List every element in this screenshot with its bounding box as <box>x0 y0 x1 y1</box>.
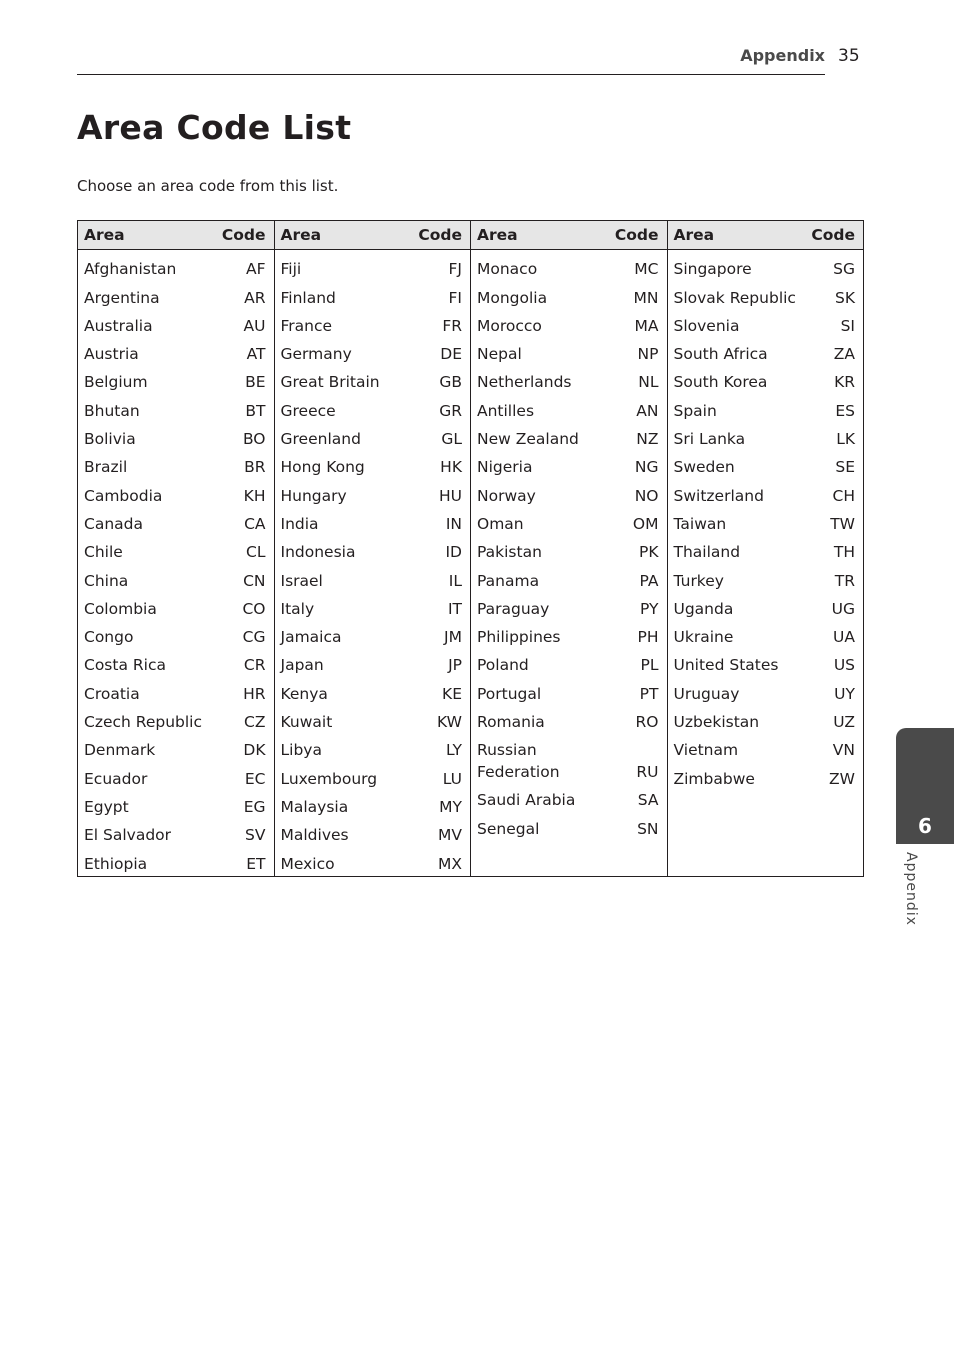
area-code: HK <box>440 458 462 477</box>
chapter-label: Appendix <box>903 852 919 926</box>
area-name: Pakistan <box>477 543 542 562</box>
table-row <box>275 818 471 846</box>
area-name: Austria <box>84 345 139 364</box>
area-code: BO <box>242 430 266 449</box>
table-row <box>668 648 864 676</box>
table-row <box>668 422 864 450</box>
area-code: PH <box>637 628 659 647</box>
page-title: Area Code List <box>77 108 352 147</box>
area-name: China <box>84 571 129 590</box>
area-code: RU <box>636 763 659 782</box>
area-code: UG <box>831 599 855 618</box>
area-code: ZW <box>829 769 855 788</box>
table-column <box>470 221 667 876</box>
table-row <box>275 592 471 620</box>
area-name: Mexico <box>280 854 335 873</box>
table-row <box>668 478 864 506</box>
table-header-row <box>668 221 864 250</box>
area-code: CN <box>243 571 266 590</box>
table-row <box>471 450 667 478</box>
area-column-header: Area <box>280 226 322 244</box>
area-code: SG <box>833 260 855 279</box>
area-name: Vietnam <box>673 741 739 760</box>
table-row <box>275 563 471 591</box>
chapter-tab <box>896 728 954 844</box>
area-name: Switzerland <box>673 486 764 505</box>
table-row <box>471 705 667 733</box>
area-code: MV <box>438 826 462 845</box>
area-name: United States <box>673 656 779 675</box>
table-row <box>275 733 471 761</box>
area-name: Canada <box>84 514 143 533</box>
header-section-title: Appendix <box>740 46 825 65</box>
table-row <box>78 280 274 308</box>
area-code: LY <box>445 741 462 760</box>
page-number: 35 <box>838 46 860 66</box>
area-name: Great Britain <box>280 373 380 392</box>
area-code: DE <box>440 345 462 364</box>
area-code: CA <box>244 514 266 533</box>
area-name: Spain <box>673 401 717 420</box>
area-code: GB <box>439 373 462 392</box>
area-name: Slovenia <box>673 316 740 335</box>
table-column <box>667 221 864 876</box>
table-row <box>78 846 274 874</box>
area-code: CZ <box>244 713 266 732</box>
area-name: Finland <box>280 288 336 307</box>
table-row <box>668 337 864 365</box>
area-name: Kenya <box>280 684 328 703</box>
table-row <box>78 648 274 676</box>
table-row <box>78 818 274 846</box>
table-row <box>471 535 667 563</box>
area-code: HR <box>243 684 266 703</box>
area-code: TH <box>833 543 855 562</box>
table-row <box>275 648 471 676</box>
area-name: Philippines <box>477 628 561 647</box>
table-row <box>471 478 667 506</box>
area-code: DK <box>243 741 266 760</box>
code-column-header: Code <box>614 226 659 244</box>
area-code: FR <box>442 316 462 335</box>
area-name: France <box>280 316 333 335</box>
area-name: Afghanistan <box>84 260 177 279</box>
table-row <box>668 620 864 648</box>
area-name: El Salvador <box>84 826 172 845</box>
table-row <box>668 393 864 421</box>
area-name: Greece <box>280 401 336 420</box>
table-row <box>668 507 864 535</box>
area-name: Kuwait <box>280 713 333 732</box>
area-name: Romania <box>477 713 545 732</box>
table-row <box>471 783 667 811</box>
table-row <box>275 365 471 393</box>
area-code: FI <box>448 288 462 307</box>
table-row <box>668 535 864 563</box>
area-name: Japan <box>280 656 324 675</box>
table-row <box>471 252 667 280</box>
table-row <box>471 337 667 365</box>
table-row <box>471 620 667 648</box>
table-header-row <box>471 221 667 250</box>
area-code: ZA <box>833 345 855 364</box>
table-row <box>275 676 471 704</box>
area-name: India <box>280 514 319 533</box>
table-row <box>78 790 274 818</box>
area-name: Poland <box>477 656 529 675</box>
table-row <box>471 676 667 704</box>
table-row <box>78 422 274 450</box>
area-name: Oman <box>477 514 524 533</box>
area-code: JM <box>444 628 462 647</box>
area-code: BE <box>245 373 266 392</box>
area-name: Chile <box>84 543 123 562</box>
area-code: AN <box>636 401 659 420</box>
table-header-row <box>275 221 471 250</box>
table-row <box>668 252 864 280</box>
area-name: Malaysia <box>280 797 349 816</box>
area-code: IN <box>445 514 462 533</box>
area-name: Hong Kong <box>280 458 365 477</box>
table-row <box>78 676 274 704</box>
area-name: Libya <box>280 741 322 760</box>
area-name: Taiwan <box>673 514 727 533</box>
area-code: IL <box>448 571 462 590</box>
area-code: NP <box>637 345 659 364</box>
table-row <box>471 507 667 535</box>
table-row <box>78 507 274 535</box>
table-row <box>78 705 274 733</box>
area-column-header: Area <box>84 226 125 244</box>
area-name: Morocco <box>477 316 542 335</box>
area-name: Ukraine <box>673 628 734 647</box>
area-code: AF <box>245 260 266 279</box>
area-code: EC <box>244 769 266 788</box>
area-name: Bhutan <box>84 401 140 420</box>
area-code: BT <box>245 401 266 420</box>
area-name: South Korea <box>673 373 768 392</box>
table-row <box>275 507 471 535</box>
area-name: Thailand <box>673 543 741 562</box>
area-code: UA <box>833 628 855 647</box>
table-row <box>78 733 274 761</box>
area-name: Sweden <box>673 458 735 477</box>
table-row <box>668 365 864 393</box>
area-code: LU <box>442 769 462 788</box>
area-name: Turkey <box>673 571 724 590</box>
table-row <box>668 450 864 478</box>
code-column-header: Code <box>418 226 462 244</box>
table-row <box>275 620 471 648</box>
area-code: CH <box>832 486 855 505</box>
table-row <box>668 592 864 620</box>
area-name: Brazil <box>84 458 128 477</box>
area-name: Croatia <box>84 684 140 703</box>
area-name: Maldives <box>280 826 349 845</box>
table-row <box>78 337 274 365</box>
code-column-header: Code <box>811 226 855 244</box>
area-code: PY <box>640 599 659 618</box>
area-code: TW <box>830 514 855 533</box>
table-row <box>78 620 274 648</box>
table-row <box>275 450 471 478</box>
area-code: FJ <box>448 260 462 279</box>
table-row <box>668 676 864 704</box>
area-name: Egypt <box>84 797 129 816</box>
area-code: AR <box>244 288 266 307</box>
area-code: SA <box>637 791 659 810</box>
area-name: Paraguay <box>477 599 550 618</box>
table-row <box>471 280 667 308</box>
area-code: SN <box>637 819 659 838</box>
area-name: Congo <box>84 628 134 647</box>
code-column-header: Code <box>221 226 266 244</box>
area-name: Slovak Republic <box>673 288 796 307</box>
table-row <box>471 309 667 337</box>
area-name: Saudi Arabia <box>477 791 576 810</box>
area-name: Cambodia <box>84 486 163 505</box>
area-name: Panama <box>477 571 540 590</box>
area-name: Sri Lanka <box>673 430 746 449</box>
table-row <box>78 592 274 620</box>
table-row <box>668 563 864 591</box>
table-row <box>78 535 274 563</box>
area-name: Uganda <box>673 599 734 618</box>
table-row <box>668 733 864 761</box>
area-name: Denmark <box>84 741 156 760</box>
area-name: Ethiopia <box>84 854 148 873</box>
area-name: Fiji <box>280 260 302 279</box>
area-code: AU <box>243 316 266 335</box>
area-code: MN <box>633 288 659 307</box>
table-row <box>668 705 864 733</box>
table-column <box>78 221 274 876</box>
table-row <box>275 790 471 818</box>
area-name: Nigeria <box>477 458 533 477</box>
area-code: GL <box>441 430 462 449</box>
table-row <box>275 422 471 450</box>
area-code: BR <box>244 458 266 477</box>
area-code: US <box>833 656 855 675</box>
area-name: Nepal <box>477 345 522 364</box>
table-row <box>78 450 274 478</box>
area-code: UZ <box>833 713 855 732</box>
header-rule <box>77 74 825 75</box>
area-code: CL <box>246 543 266 562</box>
table-row <box>471 648 667 676</box>
area-code: UY <box>834 684 855 703</box>
area-code: EG <box>243 797 266 816</box>
table-row <box>78 252 274 280</box>
area-code: NL <box>638 373 659 392</box>
area-code: PL <box>640 656 659 675</box>
area-name: Italy <box>280 599 315 618</box>
area-name: Bolivia <box>84 430 136 449</box>
area-code: SK <box>834 288 855 307</box>
table-row <box>275 535 471 563</box>
area-code: MY <box>439 797 462 816</box>
table-row <box>275 846 471 874</box>
area-code: IT <box>447 599 462 618</box>
area-name: Jamaica <box>280 628 342 647</box>
area-code: CG <box>242 628 266 647</box>
area-name: Costa Rica <box>84 656 166 675</box>
area-code: KW <box>437 713 462 732</box>
area-code: MC <box>634 260 659 279</box>
area-code: KR <box>834 373 855 392</box>
area-name: Senegal <box>477 819 540 838</box>
area-code: VN <box>832 741 855 760</box>
table-row <box>275 705 471 733</box>
table-row <box>78 761 274 789</box>
table-row <box>668 761 864 789</box>
area-name: Hungary <box>280 486 347 505</box>
area-code: LK <box>836 430 855 449</box>
area-name: Netherlands <box>477 373 572 392</box>
table-row <box>78 365 274 393</box>
table-row <box>668 280 864 308</box>
table-row <box>471 422 667 450</box>
area-code: PK <box>638 543 659 562</box>
table-row <box>78 309 274 337</box>
table-column <box>274 221 471 876</box>
area-name: Zimbabwe <box>673 769 755 788</box>
area-code: NO <box>634 486 659 505</box>
table-row <box>471 393 667 421</box>
area-name: Israel <box>280 571 323 590</box>
area-code: OM <box>632 514 659 533</box>
table-header-row <box>78 221 274 250</box>
area-name: New Zealand <box>477 430 579 449</box>
table-row <box>471 811 667 839</box>
area-name: Portugal <box>477 684 542 703</box>
area-code-table <box>77 220 864 877</box>
table-row <box>275 252 471 280</box>
area-name: Russian Federation <box>477 741 560 782</box>
area-name: Greenland <box>280 430 361 449</box>
area-code: JP <box>448 656 462 675</box>
table-row <box>275 478 471 506</box>
area-code: TR <box>834 571 855 590</box>
intro-text: Choose an area code from this list. <box>77 177 339 195</box>
area-name: Norway <box>477 486 536 505</box>
area-code: RO <box>635 713 659 732</box>
area-code: CO <box>242 599 266 618</box>
area-code: SI <box>840 316 855 335</box>
area-code: ID <box>445 543 462 562</box>
table-row <box>471 563 667 591</box>
table-row <box>275 309 471 337</box>
area-code: PT <box>639 684 659 703</box>
area-name: Argentina <box>84 288 160 307</box>
area-code: MA <box>634 316 659 335</box>
area-code: SE <box>835 458 855 477</box>
table-row <box>275 393 471 421</box>
table-row <box>471 592 667 620</box>
area-code: ES <box>835 401 855 420</box>
area-name: South Africa <box>673 345 768 364</box>
area-name: Luxembourg <box>280 769 378 788</box>
area-name: Mongolia <box>477 288 548 307</box>
area-code: ET <box>246 854 266 873</box>
table-row <box>78 478 274 506</box>
area-name: Colombia <box>84 599 157 618</box>
area-name: Indonesia <box>280 543 356 562</box>
area-code: SV <box>245 826 266 845</box>
area-name: Uzbekistan <box>673 713 760 732</box>
area-code: KH <box>243 486 266 505</box>
table-row <box>471 733 667 783</box>
table-row <box>78 563 274 591</box>
table-row <box>275 280 471 308</box>
area-name: Czech Republic <box>84 713 203 732</box>
area-column-header: Area <box>673 226 715 244</box>
area-column-header: Area <box>477 226 518 244</box>
chapter-number: 6 <box>918 814 932 838</box>
table-row <box>471 365 667 393</box>
area-name: Germany <box>280 345 352 364</box>
area-code: NG <box>634 458 659 477</box>
area-code: NZ <box>636 430 659 449</box>
area-name: Australia <box>84 316 153 335</box>
area-code: MX <box>438 854 462 873</box>
table-row <box>275 337 471 365</box>
area-code: AT <box>246 345 266 364</box>
area-name: Belgium <box>84 373 148 392</box>
table-row <box>275 761 471 789</box>
area-code: GR <box>439 401 462 420</box>
area-name: Uruguay <box>673 684 740 703</box>
area-name: Monaco <box>477 260 538 279</box>
area-name: Ecuador <box>84 769 148 788</box>
table-row <box>78 393 274 421</box>
area-code: KE <box>442 684 462 703</box>
area-name: Singapore <box>673 260 752 279</box>
area-code: PA <box>639 571 659 590</box>
table-row <box>668 309 864 337</box>
area-code: HU <box>438 486 462 505</box>
area-name: Antilles <box>477 401 535 420</box>
area-code: CR <box>243 656 266 675</box>
